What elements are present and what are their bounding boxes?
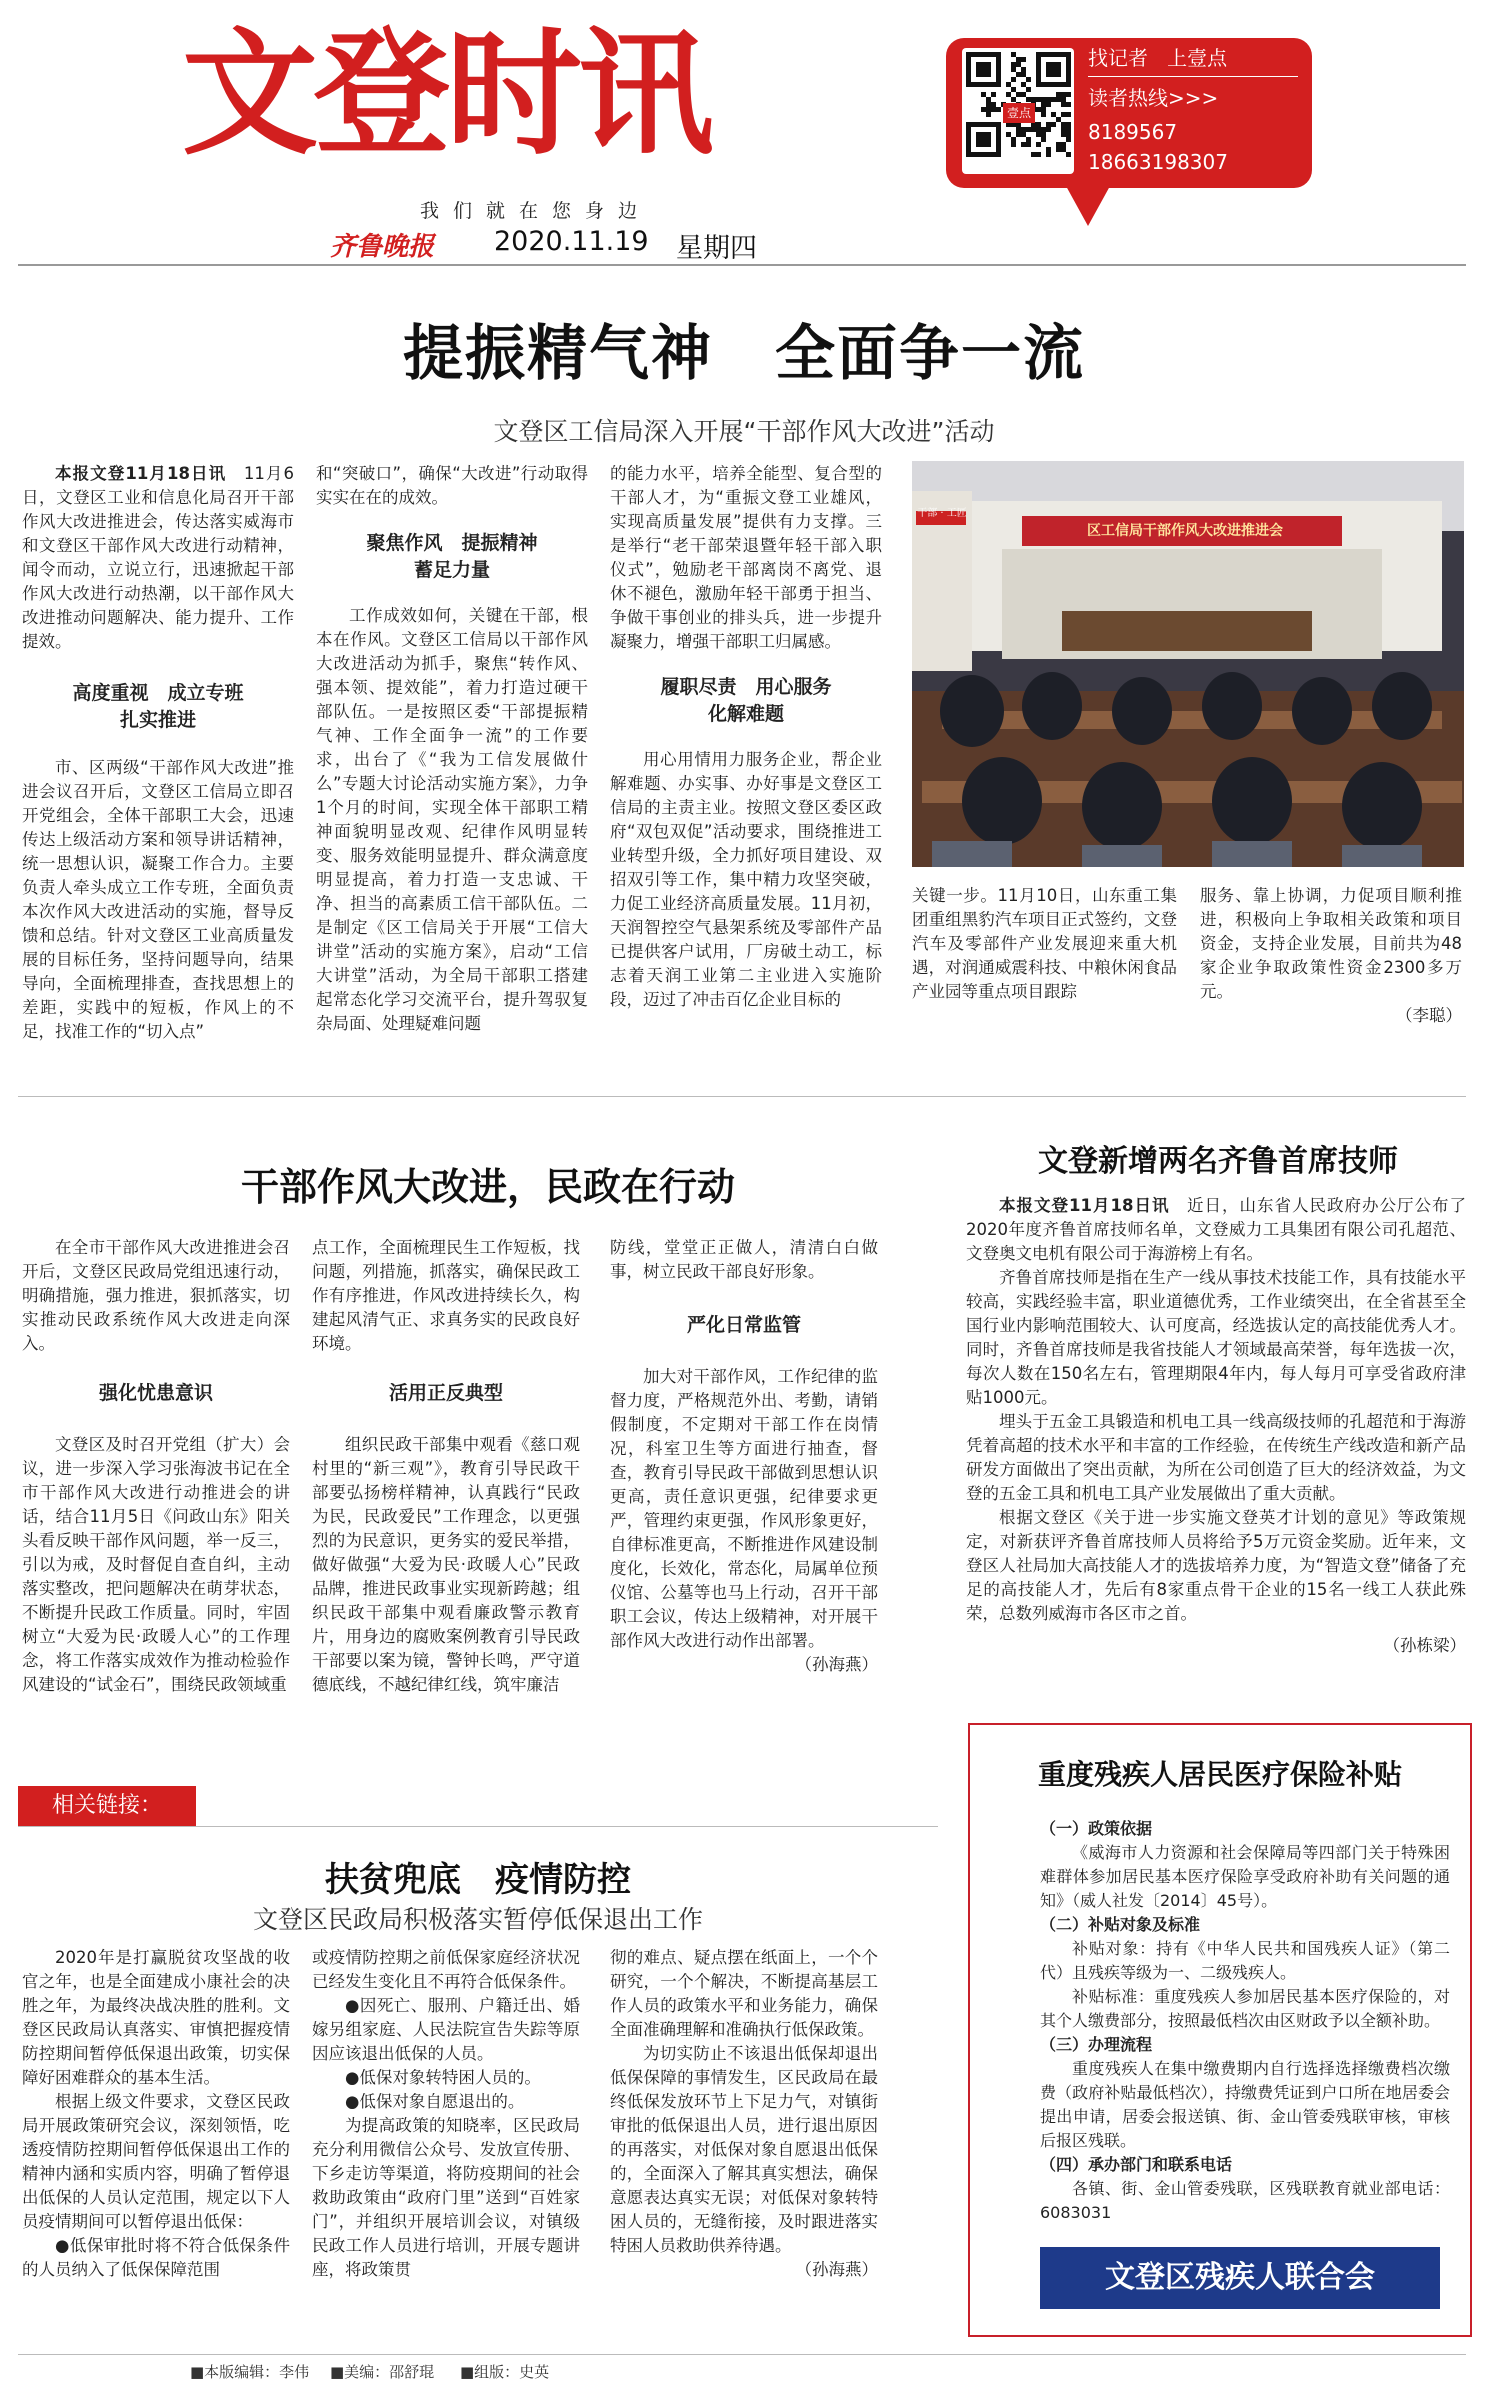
contact-bubble-tail	[1066, 186, 1110, 226]
qr-module	[1041, 137, 1046, 142]
jishi-para-1-text: 近日，山东省人民政府办公厅公布了2020年度齐鲁首席技师名单，文登威力工具集团有限公司孔超范、文登奥文电机有限公司于海游榜上有名。	[966, 1196, 1467, 1263]
notice-text-2: 补贴对象：持有《中华人民共和国残疾人证》（第二代）且残疾等级为一、二级残疾人。	[1040, 1939, 1450, 1982]
hotline-label: 读者热线>>>	[1088, 86, 1219, 110]
related-bullet-1: ●因死亡、服刑、户籍迁出、婚嫁另组家庭、人民法院宣告失踪等原因应该退出低保的人员。	[312, 1996, 580, 2063]
lead-heading-2: 聚焦作风 提振精神 蓄足力量	[366, 532, 538, 581]
related-para-3: ●低保审批时将不符合低保条件的人员纳入了低保保障范围	[22, 2236, 290, 2279]
notice-heading-2: （二）补贴对象及标准	[1040, 1915, 1201, 1934]
related-para-2: 根据上级文件要求，文登区民政局开展政策研究会议，深刻领悟，吃透疫情防控期间暂停低保退出工作的精神内涵和实质内容，明确了暂停退出低保的人员认定范围，规定以下人员疫情期间可以暂停退出低保：	[22, 2092, 290, 2231]
notice-heading-1: （一）政策依据	[1040, 1819, 1153, 1838]
hotline-phone-1: 8189567	[1088, 120, 1178, 144]
minzheng-para-3: 点工作，全面梳理民生工作短板，找问题，列措施，抓落实，确保民政工作有序推进，作风改进持续长久，构建起风清气正、求真务实的民政良好环境。	[312, 1238, 580, 1353]
minzheng-heading-1: 强化忧患意识	[98, 1382, 213, 1404]
footer-art: ■美编：邵舒琨	[330, 2363, 435, 2381]
notice-text-5: 各镇、街、金山管委残联，区残联教育就业部电话：6083031	[1040, 2179, 1450, 2222]
qr-module	[1036, 152, 1041, 157]
lead-column-2	[316, 462, 588, 1036]
qr-module	[1066, 102, 1071, 107]
related-para-1: 2020年是打赢脱贫攻坚战的收官之年，也是全面建成小康社会的决胜之年，为最终决战决胜的胜利。文登区民政局认真落实、审慎把握疫情防控期间暂停低保退出政策，切实保障好困难群众的基本生活。	[22, 1948, 290, 2087]
contact-divider	[1088, 76, 1298, 77]
minzheng-para-5: 防线，堂堂正正做人，清清白白做事，树立民政干部良好形象。	[610, 1238, 878, 1281]
lead-para-1-text: 11月6日，文登区工业和信息化局召开干部作风大改进推进会，传达落实威海市和文登区干部作风大改进行动精神，闻令而动，立说立行，迅速掀起干部作风大改进行动热潮，以干部作风大改进推动问题解决、能力提升、工作提效。	[22, 464, 294, 651]
notice-text-1: 《威海市人力资源和社会保障局等四部门关于特殊困难群体参加居民基本医疗保险享受政府补助有关问题的通知》（威人社发〔2014〕45号）。	[1040, 1843, 1450, 1910]
related-bullet-3: ●低保对象自愿退出的。	[345, 2092, 525, 2111]
related-column-1	[22, 1946, 290, 2282]
qr-module	[1066, 82, 1071, 87]
qr-module	[986, 112, 991, 117]
qr-module	[1046, 152, 1051, 157]
issue-date: 2020.11.19	[494, 226, 649, 257]
issue-weekday: 星期四	[676, 233, 757, 264]
qr-module	[1011, 142, 1016, 147]
qr-module	[1066, 112, 1071, 117]
slogan: 我们就在您身边	[420, 200, 652, 222]
footer-typeset: ■组版：史英	[460, 2363, 550, 2381]
paper-logo: 齐鲁晚报	[330, 232, 435, 262]
masthead-title: 文登时讯	[182, 16, 710, 174]
related-para-6: 彻的难点、疑点摆在纸面上，一个个研究，一个个解决，不断提高基层工作人员的政策水平和业务能力，确保全面准确理解和准确执行低保政策。	[610, 1948, 878, 2039]
minzheng-para-1: 在全市干部作风大改进推进会召开后，文登区民政局党组迅速行动，明确措施，强力推进，狠抓落实，切实推动民政系统作风大改进走向深入。	[22, 1238, 290, 1353]
lead-column-1	[22, 462, 294, 1044]
minzheng-heading-2: 活用正反典型	[388, 1382, 503, 1404]
qr-module	[1036, 142, 1041, 147]
notice-banner-text: 文登区残疾人联合会	[1105, 2260, 1375, 2295]
qr-module	[1066, 137, 1071, 142]
jishi-body	[966, 1194, 1466, 1658]
lead-title: 提振精气神 全面争一流	[403, 319, 1085, 389]
qr-module	[1026, 142, 1031, 147]
qr-module	[1021, 57, 1026, 62]
notice-body	[1040, 1817, 1450, 2225]
qr-module	[1041, 112, 1046, 117]
contact-line-1: 找记者 上壹点	[1088, 46, 1228, 70]
related-column-2	[312, 1946, 580, 2282]
minzheng-para-2: 文登区及时召开党组（扩大）会议，进一步深入学习张海波书记在全市干部作风大改进行动推进会的讲话，结合11月5日《问政山东》阳关头看反映干部作风问题，举一反三，引以为戒，及时督促自查自纠，主动落实整改，把问题解决在萌芽状态，不断提升民政工作质量。同时，牢固树立“大爱为民·政暖人心”的工作理念，将工作落实成效作为推动检验作风建设的“试金石”，围绕民政领域重	[22, 1435, 290, 1694]
lead-subtitle: 文登区工信局深入开展“干部作风大改进”活动	[493, 417, 995, 446]
minzheng-author: （孙海燕）	[795, 1655, 878, 1674]
lead-byline: 本报文登11月18日讯	[55, 464, 227, 483]
minzheng-column-3	[610, 1236, 878, 1677]
lead-column-4	[912, 884, 1177, 1004]
qr-module	[1056, 72, 1061, 77]
lead-heading-1: 高度重视 成立专班 扎实推进	[72, 682, 244, 731]
qr-module	[1051, 122, 1056, 127]
jishi-title: 文登新增两名齐鲁首席技师	[1038, 1144, 1398, 1179]
lead-column-3	[610, 462, 882, 1012]
minzheng-para-6: 加大对干部作风，工作纪律的监督力度，严格规范外出、考勤，请销假制度，不定期对干部工作在岗情况，科室卫生等方面进行抽查，督查，教育引导民政干部做到思想认识更高，责任意识更强，纪律要求更严，管理约束更强，作风形象更好，自律标准更高，不断推进作风建设制度化，长效化，常态化，局属单位预仪馆、公墓等也马上行动，召开干部职工会议，传达上级精神，对开展干部作风大改进行动作出部署。	[610, 1367, 878, 1650]
qr-module	[1026, 77, 1031, 82]
jishi-author: （孙栋梁）	[1383, 1636, 1466, 1655]
minzheng-column-2	[312, 1236, 580, 1697]
related-author: （孙海燕）	[795, 2260, 878, 2279]
qr-module	[996, 82, 1001, 87]
lead-para-4: 工作成效如何，关键在干部，根本在作风。文登区工信局以干部作风大改进活动为抓手，聚焦“转作风、强本领、提效能”，着力打造过硬干部队伍。一是按照区委“干部提振精气神、工作全面争一流”的工作要求，出台了《“我为工信发展做什么”专题大讨论活动实施方案》，力争1个月的时间，实现全体干部职工精神面貌明显改观、纪律作风明显转变、服务效能明显提升、群众满意度明显提高，着力打造一支忠诚、干净、担当的高素质工信干部队伍。二是制定《区工信局关于开展“工信大讲堂”活动的实施方案》，启动“工信大讲堂”活动，为全局干部职工搭建起常态化学习交流平台，提升驾驭复杂局面、处理疑难问题	[316, 606, 588, 1033]
lead-para-2: 市、区两级“干部作风大改进”推进会议召开后，文登区工信局立即召开党组会，全体干部职工大会，迅速传达上级活动方案和领导讲话精神，统一思想认识，凝聚工作合力。主要负责人牵头成立工作专班，全面负责本次作风大改进活动的实施，督导反馈和总结。针对文登区工业高质量发展的目标任务，坚持问题导向，结果导向，全面梳理排查，查找思想上的差距，实践中的短板，作风上的不足，找准工作的“切入点”	[22, 758, 294, 1041]
qr-module	[1011, 77, 1016, 82]
lead-para-8: 服务、靠上协调，力促项目顺利推进，积极向上争取相关政策和项目资金，支持企业发展，目前共为48家企业争取政策性资金2300多万元。	[1200, 886, 1462, 1001]
footer-editor: ■本版编辑：李伟	[190, 2363, 310, 2381]
related-title: 扶贫兜底 疫情防控	[325, 1860, 631, 1900]
minzheng-title: 干部作风大改进，民政在行动	[240, 1165, 735, 1209]
lead-para-1	[22, 462, 294, 654]
masthead-rule	[18, 264, 1466, 266]
related-para-4: 或疫情防控期之前低保家庭经济状况已经发生变化且不再符合低保条件。	[312, 1948, 580, 1991]
qr-stamp: 壹点	[1003, 103, 1035, 123]
lead-para-5: 的能力水平，培养全能型、复合型的干部人才，为“重振文登工业雄风，实现高质量发展”提供有力支撑。三是举行“老干部荣退暨年轻干部入职仪式”，勉励老干部离岗不离党、退休不褪色，激励年轻干部勇于担当、争做干事创业的排头兵，进一步提升凝聚力，增强干部职工归属感。	[610, 464, 882, 651]
meeting-photo	[912, 461, 1464, 867]
footer-rule	[18, 2354, 1466, 2355]
minzheng-heading-3: 严化日常监管	[686, 1314, 801, 1336]
qr-module	[1066, 152, 1071, 157]
lead-author: （李聪）	[1396, 1006, 1462, 1025]
related-subtitle: 文登区民政局积极落实暂停低保退出工作	[252, 1905, 703, 1934]
related-link-tag: 相关链接：	[18, 1786, 196, 1826]
jishi-para-3: 埋头于五金工具锻造和机电工具一线高级技师的孔超范和于海游凭着高超的技术水平和丰富的工作经验，在传统生产线改造和新产品研发方面做出了突出贡献，为所在公司创造了巨大的经济效益，为文登的五金工具和机电工具产业发展做出了重大贡献。	[966, 1412, 1466, 1503]
notice-title: 重度残疾人居民医疗保险补贴	[1037, 1758, 1402, 1791]
qr-module	[1046, 127, 1051, 132]
jishi-byline: 本报文登11月18日讯	[999, 1196, 1170, 1215]
photo-banner-text: 区工信局干部作风大改进推进会	[1087, 523, 1283, 539]
related-tag-rule	[18, 1826, 938, 1827]
notice-heading-4: （四）承办部门和联系电话	[1040, 2155, 1233, 2174]
notice-text-4: 重度残疾人在集中缴费期内自行选择选择缴费档次缴费（政府补贴最低档次），持缴费凭证到户口所在地居委会提出申请，居委会报送镇、街、金山管委残联审核，审核后报区残联。	[1040, 2059, 1450, 2150]
notice-box	[968, 1723, 1472, 2337]
jishi-para-4: 根据文登区《关于进一步实施文登英才计划的意见》等政策规定，对新获评齐鲁首席技师人员将给予5万元资金奖励。近年来，文登区人社局加大高技能人才的选拔培养力度，为“智造文登”储备了充足的高技能人才，先后有8家重点骨干企业的15名一线工人获此殊荣，总数列威海市各区市之首。	[966, 1508, 1466, 1623]
minzheng-column-1	[22, 1236, 290, 1697]
qr-module	[986, 142, 991, 147]
related-column-3	[610, 1946, 878, 2282]
jishi-para-1	[966, 1194, 1466, 1266]
lead-para-6: 用心用情用力服务企业，帮企业解难题、办实事、办好事是文登区工信局的主责主业。按照文登区委区政府“双包双促”活动要求，围绕推进工业转型升级，全力抓好项目建设、双招双引等工作，集中精力攻坚突破，力促工业经济高质量发展。11月初，天润智控空气悬架系统及零部件产品已提供客户试用，厂房破土动工，标志着天润工业第二主业进入实施阶段，迈过了冲击百亿企业目标的	[610, 750, 882, 1009]
lead-heading-3: 履职尽责 用心服务 化解难题	[660, 676, 832, 725]
hotline-phone-2: 18663198307	[1088, 150, 1228, 174]
related-bullet-2: ●低保对象转特困人员的。	[345, 2068, 541, 2087]
qr-module	[1066, 92, 1071, 97]
lead-para-7: 关键一步。11月10日，山东重工集团重组黑豹汽车项目正式签约，文登汽车及零部件产业发展迎来重大机遇，对润通威震科技、中粮休闲食品产业园等重点项目跟踪	[912, 886, 1177, 1001]
qr-module	[996, 107, 1001, 112]
qr-module	[986, 72, 991, 77]
related-para-7: 为切实防止不该退出低保却退出低保保障的事情发生，区民政局在最终低保发放环节上下足力气，对镇街审批的低保退出人员，进行退出原因的再落实，对低保对象自愿退出低保的，全面深入了解其真实想法，确保意愿表达真实无误；对低保对象转特困人员的，无缝衔接，及时跟进落实特困人员救助供养待遇。	[610, 2044, 878, 2255]
notice-text-3: 补贴标准：重度残疾人参加居民基本医疗保险的，对其个人缴费部分，按照最低档次由区财政予以全额补助。	[1040, 1987, 1450, 2030]
minzheng-para-4: 组织民政干部集中观看《慈口观村里的“新三观”》，教育引导民政干部要弘扬榜样精神，认真践行“民政为民，民政爱民”工作理念，以更强烈的为民意识，更务实的爱民举措，做好做强“大爱为民·政暖人心”民政品牌，推进民政事业实现新跨越；组织民政干部集中观看廉政警示教育片，用身边的腐败案例教育引导民政干部要以案为镜，警钟长鸣，严守道德底线，不越纪律红线，筑牢廉洁	[312, 1435, 580, 1694]
related-para-5: 为提高政策的知晓率，区民政局充分利用微信公众号、发放宣传册、下乡走访等渠道，将防疫期间的社会救助政策由“政府门里”送到“百姓家门”，并组织开展培训会议，对镇级民政工作人员进行培训，开展专题讲座，将政策贯	[312, 2116, 580, 2279]
photo-wall-text: 干部 · 工匠	[917, 508, 967, 519]
notice-heading-3: （三）办理流程	[1040, 2035, 1153, 2054]
qr-module	[996, 152, 1001, 157]
qr-module	[1046, 102, 1051, 107]
jishi-para-2: 齐鲁首席技师是指在生产一线从事技术技能工作，具有技能水平较高，实践经验丰富，职业道德优秀，工作业绩突出，在全省甚至全国行业内影响范围较大、认可度高，经选拔认定的高技能优秀人才。同时，齐鲁首席技师是我省技能人才领域最高荣誉，每年选拔一次，每次人数在150名左右，管理期限4年内，每人每月可享受省政府津贴1000元。	[966, 1268, 1466, 1407]
lead-para-3: 和“突破口”，确保“大改进”行动取得实实在在的成效。	[316, 464, 588, 507]
qr-module	[1026, 87, 1031, 92]
qr-module	[991, 92, 996, 97]
lead-bottom-rule	[18, 1096, 1466, 1097]
lead-column-5	[1200, 884, 1462, 1028]
